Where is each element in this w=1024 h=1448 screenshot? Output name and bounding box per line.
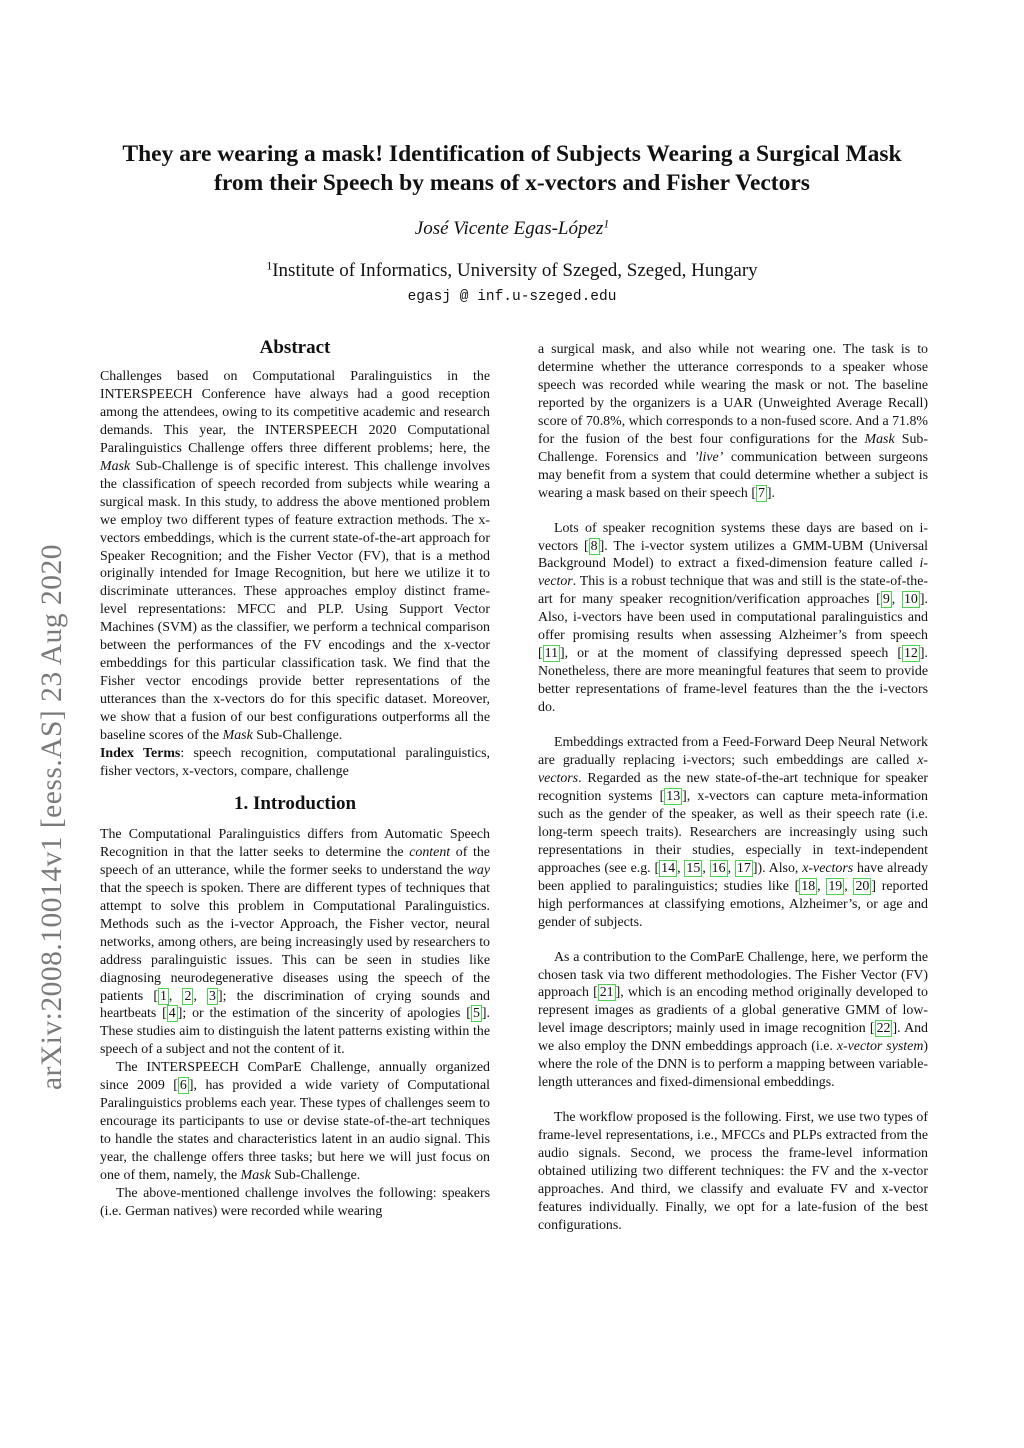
citation-link[interactable]: 22 bbox=[876, 1021, 891, 1037]
affiliation bbox=[90, 260, 934, 282]
citation-link[interactable]: 19 bbox=[828, 878, 843, 894]
abstract-heading: Abstract bbox=[259, 337, 331, 358]
citation-link[interactable]: 6 bbox=[179, 1078, 187, 1094]
title-line-2: from their Speech by means of x-vectors and Fisher Vectors bbox=[214, 170, 810, 196]
citation-link[interactable]: 8 bbox=[590, 538, 598, 554]
citation-link[interactable]: 9 bbox=[882, 592, 890, 608]
author-email[interactable]: egasj @ inf.u-szeged.edu bbox=[407, 289, 617, 305]
author-affil-mark: 1 bbox=[603, 217, 610, 231]
citation-link[interactable]: 3 bbox=[209, 988, 216, 1004]
abstract-text: Challenges based on Computational Paralinguistics in the INTERSPEECH Conference have always had a good reception among the attendees, owing to its competitive academic and research demands. This year, the INTERSPEECH 2020 Computational Paralinguistics Challenge offers three different problems; here, the Mask Sub-Challenge is of specific interest. This challenge involves the classification of speech recorded from subjects while wearing a surgical mask. In this study, to address the above mentioned problem we employ two different types of feature extraction methods. The x-vectors embeddings, which is the current state-of-the-art approach for Speaker Recognition; and the Fisher Vector (FV), that is a method originally intended for Image Recognition, but here we utilize it to discriminate utterances. These approaches employ distinct frame-level representations: MFCC and PLP. Using Support Vector Machines (SVM) as the classifier, we perform a technical comparison between the performances of the FV encodings and the x-vector embeddings for this particular classification task. We find that the Fisher vector encodings provide better representations of the utterances than the x-vectors do for this specific dataset. Moreover, we show that a fusion of our best configurations outperforms all the baseline scores of the Mask Sub-Challenge. bbox=[100, 369, 490, 744]
index-terms: Index Terms: speech recognition, computational paralinguistics, fisher vectors, x-vectors, compare, challenge bbox=[100, 746, 490, 779]
citation-link[interactable]: 11 bbox=[544, 646, 559, 662]
citation-link[interactable]: 20 bbox=[855, 878, 870, 894]
citation-link[interactable]: 1 bbox=[159, 988, 167, 1004]
right-paragraph-2: Lots of speaker recognition systems these days are based on i-vectors [ 8 ]. The i-vector system utilizes a GMM-UBM (Universal Background Model) to extract a fixed-dimension feature called i-vector. This is a robust technique that was and still is the state-of-the-art for many speaker recognition/verification approaches [ 9 , 10 ]. Also, i-vectors have been used in computational paralinguistics and offer promising results when assessing Alzheimer’s from speech [ 11 ], or at the moment of classifying depressed speech [ 12 ]. Nonetheless, there are more meaningful features that seem to provide better representations of frame-level features than the the i-vectors do. bbox=[538, 520, 928, 716]
right-paragraph-4: As a contribution to the ComParE Challenge, here, we perform the chosen task via two different methodologies. The Fisher Vector (FV) approach [ 21 ], which is an encoding method originally developed to represent images as gradients of a global generative GMM of low-level image descriptors; mainly used in image recognition [ 22 ]. And we also employ the DNN embeddings approach (i.e. x-vector system) where the role of the DNN is to perform a mapping between variable-length utterances and fixed-dimensional embeddings. bbox=[538, 949, 928, 1091]
paper-title bbox=[90, 140, 934, 198]
citation-link[interactable]: 4 bbox=[168, 1006, 176, 1022]
title-line-1: They are wearing a mask! Identification of Subjects Wearing a Surgical Mask bbox=[122, 141, 902, 167]
introduction-heading: 1. Introduction bbox=[233, 792, 357, 814]
intro-paragraph-1: The Computational Paralinguistics differs from Automatic Speech Recognition in that the latter seeks to determine the content of the speech of an utterance, while the former seeks to understand the way that the speech is spoken. There are different types of techniques that attempt to solve this problem in Computational Paralinguistics. Methods such as the i-vector Approach, the Fisher vector, neural networks, among others, are being increasingly used by researchers to address paralinguistic issues. This can be seen in studies like diagnosing neurodegenerative diseases using the speech of the patients [ 1 , 2 , 3 ]; the discrimination of crying sounds and heartbeats [ 4 ]; or the estimation of the sincerity of apologies [ 5 ]. These studies aim to distinguish the latent patterns existing within the speech of a subject and not the content of it. bbox=[100, 826, 491, 1058]
citation-link[interactable]: 2 bbox=[184, 988, 192, 1004]
intro-paragraph-2: The INTERSPEECH ComParE Challenge, annually organized since 2009 [ 6 ], has provided a wide variety of Computational Paralinguistics problems each year. These types of challenges seem to encourage its participants to use or devise state-of-the-art techniques to handle the states and characteristics latent in an audio signal. This year, the challenge offers three tasks; but here we will just focus on one of them, namely, the Mask Sub-Challenge. bbox=[100, 1060, 490, 1184]
affiliation-text: Institute of Informatics, University of Szeged, Szeged, Hungary bbox=[272, 260, 758, 281]
author bbox=[90, 218, 934, 240]
citation-link[interactable]: 21 bbox=[599, 985, 614, 1001]
intro-paragraph-3: The above-mentioned challenge involves the following: speakers (i.e. German natives) were recorded while wearing bbox=[100, 1185, 490, 1219]
citation-link[interactable]: 17 bbox=[736, 860, 751, 876]
citation-link[interactable]: 7 bbox=[757, 485, 765, 501]
arxiv-id[interactable]: arXiv:2008.10014v1 [eess.AS] 23 Aug 2020 bbox=[36, 543, 68, 1090]
author-name: José Vicente Egas-López bbox=[414, 218, 604, 239]
citation-link[interactable]: 12 bbox=[903, 646, 918, 662]
citation-link[interactable]: 15 bbox=[686, 860, 701, 876]
citation-link[interactable]: 13 bbox=[666, 788, 681, 804]
right-paragraph-1: a surgical mask, and also while not wearing one. The task is to determine whether the utterance corresponds to a speaker whose speech was recorded while wearing the mask or not. The baseline reported by the organizers is a UAR (Unweighted Average Recall) score of 70.8%, which corresponds to a non-fused score. And a 71.8% for the fusion of the best four configurations for the Mask Sub-Challenge. Forensics and ’live’ communication between surgeons may benefit from a system that could determine whether a subject is wearing a mask based on their speech [ 7 ]. bbox=[538, 342, 928, 501]
left-column bbox=[100, 368, 490, 1221]
citation-link[interactable]: 14 bbox=[661, 860, 676, 876]
citation-link[interactable]: 10 bbox=[903, 592, 918, 608]
citation-link[interactable]: 16 bbox=[711, 860, 726, 876]
right-column bbox=[538, 341, 928, 1235]
right-paragraph-5: The workflow proposed is the following. First, we use two types of frame-level representations, i.e., MFCCs and PLPs extracted from the audio signals. Second, we process the frame-level information obtained utilizing two different techniques: the FV and the x-vector approaches. And third, we classify and evaluate FV and x-vector features individually. Finally, we opt for a late-fusion of the best configurations. bbox=[538, 1110, 928, 1233]
right-paragraph-3: Embeddings extracted from a Feed-Forward Deep Neural Network are gradually replacing i-vectors; such embeddings are called x-vectors. Regarded as the new state-of-the-art technique for speaker recognition systems [ 13 ], x-vectors can capture meta-information such as the gender of the speaker, as well as their speech rate (i.e. long-term speech traits). Researchers are increasingly using such representations in their studies, especially in text-independent approaches (see e.g. [ 14 , 15 , 16 , 17 ]). Also, x-vectors have already been applied to paralinguistics; studies like [ 18 , 19 , 20 ] reported high performances at classifying emotions, Alzheimer’s, or age and gender of subjects. bbox=[538, 735, 929, 930]
citation-link[interactable]: 5 bbox=[472, 1006, 480, 1022]
affil-mark: 1 bbox=[266, 259, 273, 273]
citation-link[interactable]: 18 bbox=[801, 878, 816, 894]
